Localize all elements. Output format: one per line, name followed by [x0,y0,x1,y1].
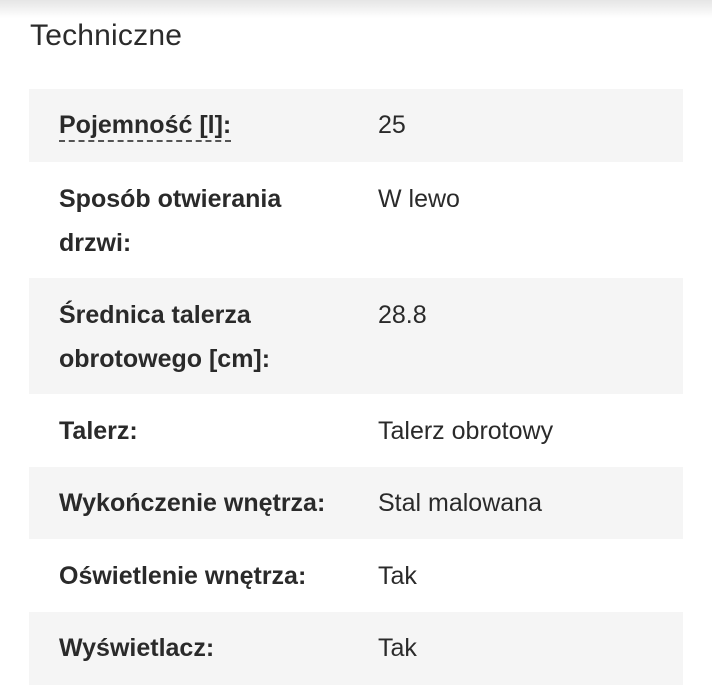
spec-label: Wykończenie wnętrza: [59,489,326,517]
spec-value: Stal malowana [378,489,542,517]
spec-row-door-opening [29,162,683,278]
spec-row-turntable [29,394,683,467]
spec-value: Tak [378,634,417,662]
spec-label-line: obrotowego [cm]: [59,345,271,373]
spec-row-display [29,612,683,685]
capacity-term-tooltip[interactable]: Pojemność [l]: [59,111,231,142]
section-title: Techniczne [30,19,183,52]
spec-label [59,103,378,147]
spec-label-line: drzwi: [59,229,132,257]
spec-value: Tak [378,562,417,590]
spec-label [59,293,378,381]
spec-label: Wyświetlacz: [59,634,215,662]
spec-row-capacity [29,89,683,162]
spec-row-interior-lighting [29,539,683,612]
spec-label [59,177,378,265]
spec-value: 28.8 [378,301,427,329]
spec-label: Oświetlenie wnętrza: [59,562,307,590]
spec-value: 25 [378,111,406,139]
spec-label-line: Średnica talerza [59,301,251,329]
spec-label: Talerz: [59,417,138,445]
spec-value: Talerz obrotowy [378,417,554,445]
spec-table [29,89,683,685]
spec-row-interior-finish [29,467,683,539]
spec-label-line: Sposób otwierania [59,185,282,213]
spec-row-turntable-diameter [29,278,683,394]
spec-value: W lewo [378,185,460,213]
